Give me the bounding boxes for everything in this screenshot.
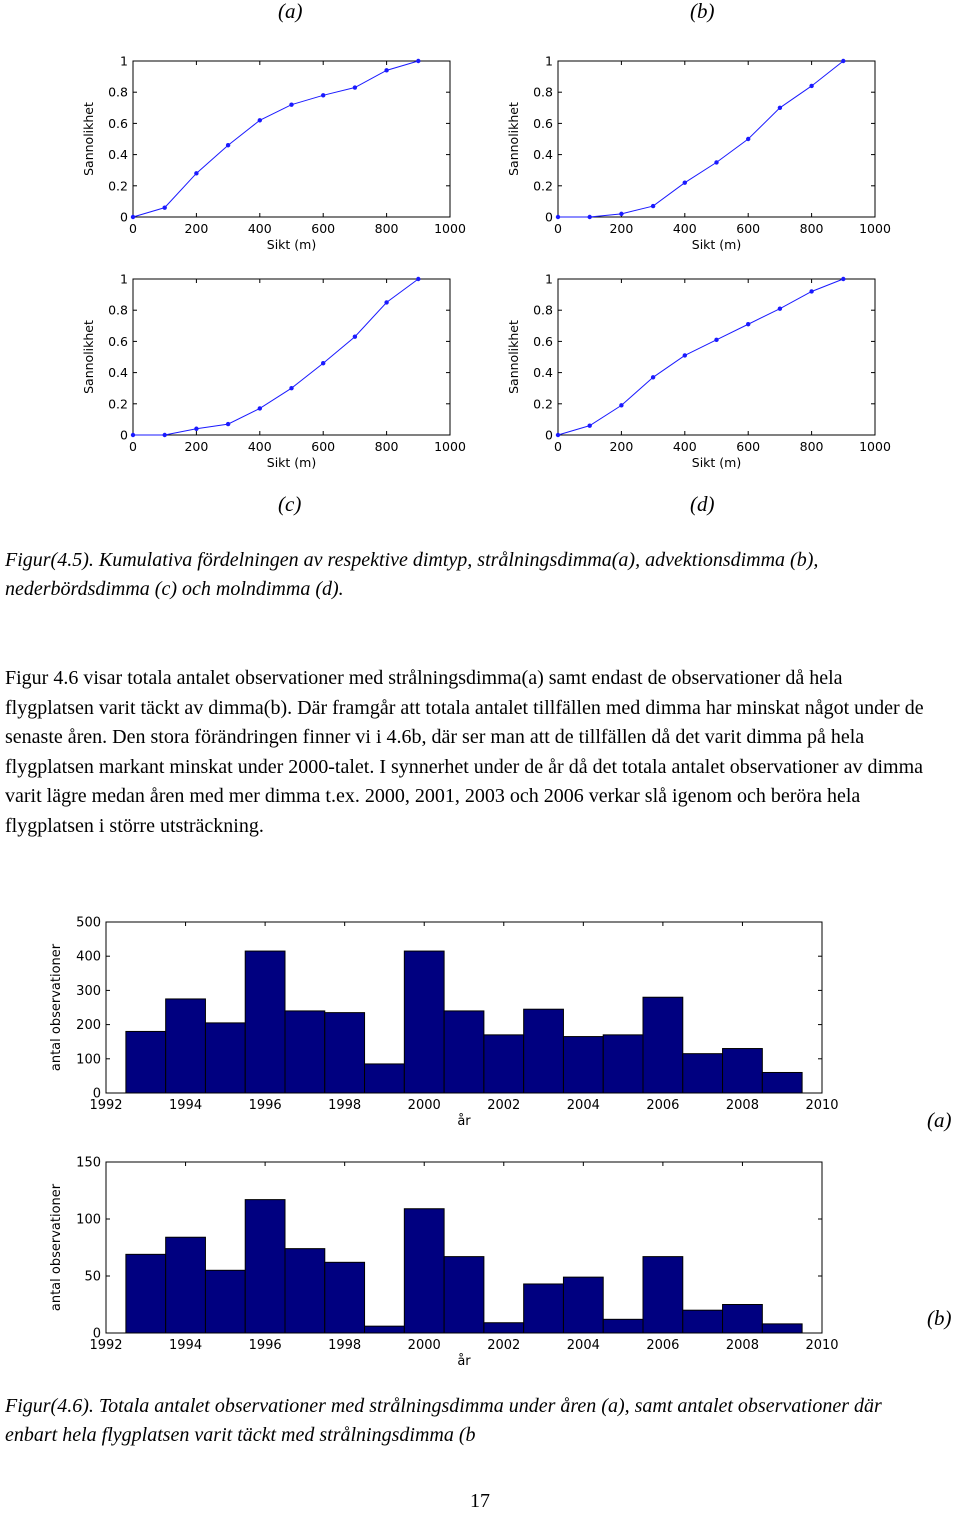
data-point [619, 212, 623, 216]
y-tick-label: 0.2 [533, 396, 553, 412]
cdf-line [558, 279, 843, 435]
x-tick-label: 2008 [725, 1338, 759, 1353]
x-tick-label: 2002 [487, 1098, 521, 1113]
bar-2009 [762, 1072, 802, 1093]
data-point [163, 433, 167, 437]
x-tick-label: 600 [736, 221, 761, 236]
x-tick-label: 400 [672, 221, 697, 236]
y-tick-label: 1 [545, 53, 553, 69]
cdf-plot-d [485, 268, 905, 478]
x-tick-label: 2010 [805, 1338, 839, 1353]
bar-2002 [484, 1035, 524, 1093]
y-tick-label: 1 [120, 53, 128, 69]
panel-label-c: (c) [278, 492, 302, 516]
axes-box [558, 279, 875, 435]
page-number: 17 [470, 1490, 490, 1512]
x-tick-label: 200 [609, 221, 634, 236]
bar-1999 [365, 1064, 405, 1093]
data-point [588, 423, 592, 427]
x-tick-label: 600 [311, 439, 336, 454]
bar-1998 [325, 1262, 365, 1333]
panel-label-b: (b) [690, 0, 715, 23]
bar-1997 [285, 1011, 325, 1093]
data-point [226, 143, 230, 147]
bar-1994 [166, 999, 206, 1093]
data-point [226, 422, 230, 426]
x-tick-label: 2010 [805, 1098, 839, 1113]
x-tick-label: 800 [799, 221, 824, 236]
data-point [619, 403, 623, 407]
cdf-plot-a [60, 50, 480, 260]
bar-2006 [643, 997, 683, 1093]
x-tick-label: 1998 [328, 1338, 362, 1353]
data-point [353, 85, 357, 89]
y-tick-label: 0.2 [108, 178, 128, 194]
y-tick-label: 0.6 [533, 333, 553, 349]
x-tick-label: 600 [311, 221, 336, 236]
bar-1996 [245, 951, 285, 1093]
data-point [746, 137, 750, 141]
x-tick-label: 1000 [434, 221, 466, 236]
bar-2006 [643, 1257, 683, 1333]
x-tick-label: 2000 [407, 1338, 441, 1353]
bar-2004 [563, 1277, 603, 1333]
y-axis-label: antal observationer [49, 1183, 64, 1312]
body-paragraph: Figur 4.6 visar totala antalet observationer med strålningsdimma(a) samt endast de observationer då hela flygplatsen varit täckt av dimma(b). Där framgår att totala antalet tillfällen med dimma har minskat något under de senaste åren. Den stora förändringen finner vi i 4.6b, där ser man att de tillfällen då det varit dimma på hela flygplatsen markant minskat under 2000-talet. I synnerhet under de år då det totala antalet observationer av dimma varit lägre medan åren med mer dimma t.ex. 2000, 2001, 2003 och 2006 verkar slå igenom och beröra hela flygplatsen i större utsträckning. [5, 667, 924, 837]
y-tick-label: 0 [92, 1326, 101, 1342]
x-tick-label: 0 [129, 221, 137, 236]
data-point [714, 160, 718, 164]
bar-2005 [603, 1319, 643, 1333]
x-tick-label: 400 [247, 439, 272, 454]
bar-1994 [166, 1237, 206, 1333]
y-tick-label: 500 [76, 915, 101, 931]
bar-2003 [524, 1009, 564, 1093]
y-tick-label: 0.6 [108, 115, 128, 131]
bar-2007 [683, 1054, 723, 1093]
y-tick-label: 0.4 [108, 365, 128, 381]
data-point [651, 375, 655, 379]
bar-chart-total-observations [40, 910, 860, 1140]
x-tick-label: 1994 [169, 1098, 203, 1113]
x-axis-label: år [457, 1114, 471, 1129]
y-tick-label: 0.4 [533, 365, 553, 381]
y-tick-label: 0 [120, 209, 128, 225]
data-point [778, 106, 782, 110]
x-tick-label: 1000 [859, 439, 891, 454]
x-tick-label: 1000 [859, 221, 891, 236]
data-point [321, 93, 325, 97]
y-tick-label: 0.6 [108, 333, 128, 349]
bar-chart-whole-airport-observations [40, 1150, 860, 1380]
bar-1993 [126, 1254, 166, 1333]
y-tick-label: 0.4 [108, 147, 128, 163]
y-axis-label: antal observationer [49, 943, 64, 1072]
y-tick-label: 0.6 [533, 115, 553, 131]
y-tick-label: 100 [76, 1212, 101, 1228]
data-point [131, 215, 135, 219]
data-point [746, 322, 750, 326]
y-tick-label: 0.8 [533, 302, 553, 318]
x-tick-label: 0 [554, 439, 562, 454]
data-point [556, 433, 560, 437]
x-tick-label: 200 [184, 221, 209, 236]
x-axis-label: Sikt (m) [691, 237, 742, 252]
bar-2001 [444, 1257, 484, 1333]
data-point [588, 215, 592, 219]
cdf-line [133, 279, 418, 435]
x-tick-label: 2006 [646, 1098, 680, 1113]
x-axis-label: år [457, 1354, 471, 1369]
y-tick-label: 0.8 [108, 302, 128, 318]
y-tick-label: 100 [76, 1052, 101, 1068]
y-tick-label: 0.8 [533, 84, 553, 100]
x-tick-label: 1992 [89, 1338, 123, 1353]
axes-box [558, 61, 875, 217]
y-tick-label: 200 [76, 1018, 101, 1034]
panel-label-d: (d) [690, 492, 715, 516]
bar-2004 [563, 1037, 603, 1093]
x-tick-label: 800 [374, 221, 399, 236]
bar-1998 [325, 1013, 365, 1093]
data-point [683, 353, 687, 357]
y-tick-label: 0 [545, 427, 553, 443]
y-tick-label: 0 [545, 209, 553, 225]
cdf-plot-c [60, 268, 480, 478]
x-tick-label: 200 [609, 439, 634, 454]
y-axis-label: Sannolikhet [81, 102, 96, 176]
x-tick-label: 2004 [566, 1098, 600, 1113]
bar-2000 [404, 951, 444, 1093]
data-point [384, 68, 388, 72]
x-tick-label: 1996 [248, 1098, 282, 1113]
bar-2008 [723, 1305, 763, 1334]
x-tick-label: 1992 [89, 1098, 123, 1113]
x-tick-label: 1000 [434, 439, 466, 454]
data-point [163, 205, 167, 209]
x-tick-label: 800 [799, 439, 824, 454]
data-point [841, 277, 845, 281]
panel-label-4-6-a: (a) [927, 1108, 952, 1132]
data-point [194, 427, 198, 431]
data-point [131, 433, 135, 437]
x-tick-label: 1994 [169, 1338, 203, 1353]
x-tick-label: 200 [184, 439, 209, 454]
x-tick-label: 2000 [407, 1098, 441, 1113]
bar-2000 [404, 1209, 444, 1333]
bar-1999 [365, 1326, 405, 1333]
bar-2007 [683, 1310, 723, 1333]
cdf-plot-b [485, 50, 905, 260]
y-tick-label: 0 [120, 427, 128, 443]
bar-2005 [603, 1035, 643, 1093]
bar-1996 [245, 1200, 285, 1333]
y-axis-label: Sannolikhet [506, 320, 521, 394]
x-tick-label: 400 [672, 439, 697, 454]
y-tick-label: 0.4 [533, 147, 553, 163]
data-point [556, 215, 560, 219]
data-point [778, 306, 782, 310]
x-axis-label: Sikt (m) [266, 455, 317, 470]
axes-box [133, 61, 450, 217]
x-tick-label: 2008 [725, 1098, 759, 1113]
bar-2002 [484, 1323, 524, 1333]
data-point [321, 361, 325, 365]
y-axis-label: Sannolikhet [506, 102, 521, 176]
data-point [416, 277, 420, 281]
x-tick-label: 2004 [566, 1338, 600, 1353]
axes-box [133, 279, 450, 435]
figure-caption-4-6: Figur(4.6). Totala antalet observationer med strålningsdimma under åren (a), samt antalet observationer där enbart hela flygplatsen varit täckt med strålningsdimma (b [5, 1395, 882, 1446]
y-tick-label: 400 [76, 949, 101, 965]
bar-2008 [723, 1049, 763, 1093]
y-tick-label: 300 [76, 983, 101, 999]
x-tick-label: 1996 [248, 1338, 282, 1353]
data-point [353, 335, 357, 339]
data-point [258, 118, 262, 122]
x-tick-label: 800 [374, 439, 399, 454]
data-point [258, 406, 262, 410]
x-tick-label: 600 [736, 439, 761, 454]
data-point [384, 300, 388, 304]
y-axis-label: Sannolikhet [81, 320, 96, 394]
bar-2003 [524, 1284, 564, 1333]
panel-label-4-6-b: (b) [927, 1306, 952, 1330]
y-tick-label: 1 [120, 271, 128, 287]
cdf-line [558, 61, 843, 217]
cdf-line [133, 61, 418, 217]
x-tick-label: 2002 [487, 1338, 521, 1353]
data-point [289, 386, 293, 390]
x-tick-label: 0 [554, 221, 562, 236]
data-point [194, 171, 198, 175]
y-tick-label: 0.8 [108, 84, 128, 100]
y-tick-label: 1 [545, 271, 553, 287]
data-point [651, 204, 655, 208]
bar-1997 [285, 1249, 325, 1333]
data-point [841, 59, 845, 63]
data-point [714, 338, 718, 342]
y-tick-label: 150 [76, 1155, 101, 1171]
y-tick-label: 0.2 [533, 178, 553, 194]
x-axis-label: Sikt (m) [691, 455, 742, 470]
data-point [289, 102, 293, 106]
bar-2009 [762, 1324, 802, 1333]
data-point [809, 289, 813, 293]
data-point [683, 180, 687, 184]
y-tick-label: 0.2 [108, 396, 128, 412]
bar-1993 [126, 1031, 166, 1093]
x-tick-label: 2006 [646, 1338, 680, 1353]
bar-1995 [205, 1270, 245, 1333]
y-tick-label: 0 [92, 1086, 101, 1102]
data-point [416, 59, 420, 63]
figure-caption-4-5: Figur(4.5). Kumulativa fördelningen av respektive dimtyp, strålningsdimma(a), advektionsdimma (b), nederbördsdimma (c) och molndimma (d). [5, 549, 819, 600]
data-point [809, 84, 813, 88]
bar-2001 [444, 1011, 484, 1093]
y-tick-label: 50 [84, 1269, 101, 1285]
bar-1995 [205, 1023, 245, 1093]
x-tick-label: 1998 [328, 1098, 362, 1113]
x-tick-label: 400 [247, 221, 272, 236]
panel-label-a: (a) [278, 0, 303, 23]
x-axis-label: Sikt (m) [266, 237, 317, 252]
x-tick-label: 0 [129, 439, 137, 454]
